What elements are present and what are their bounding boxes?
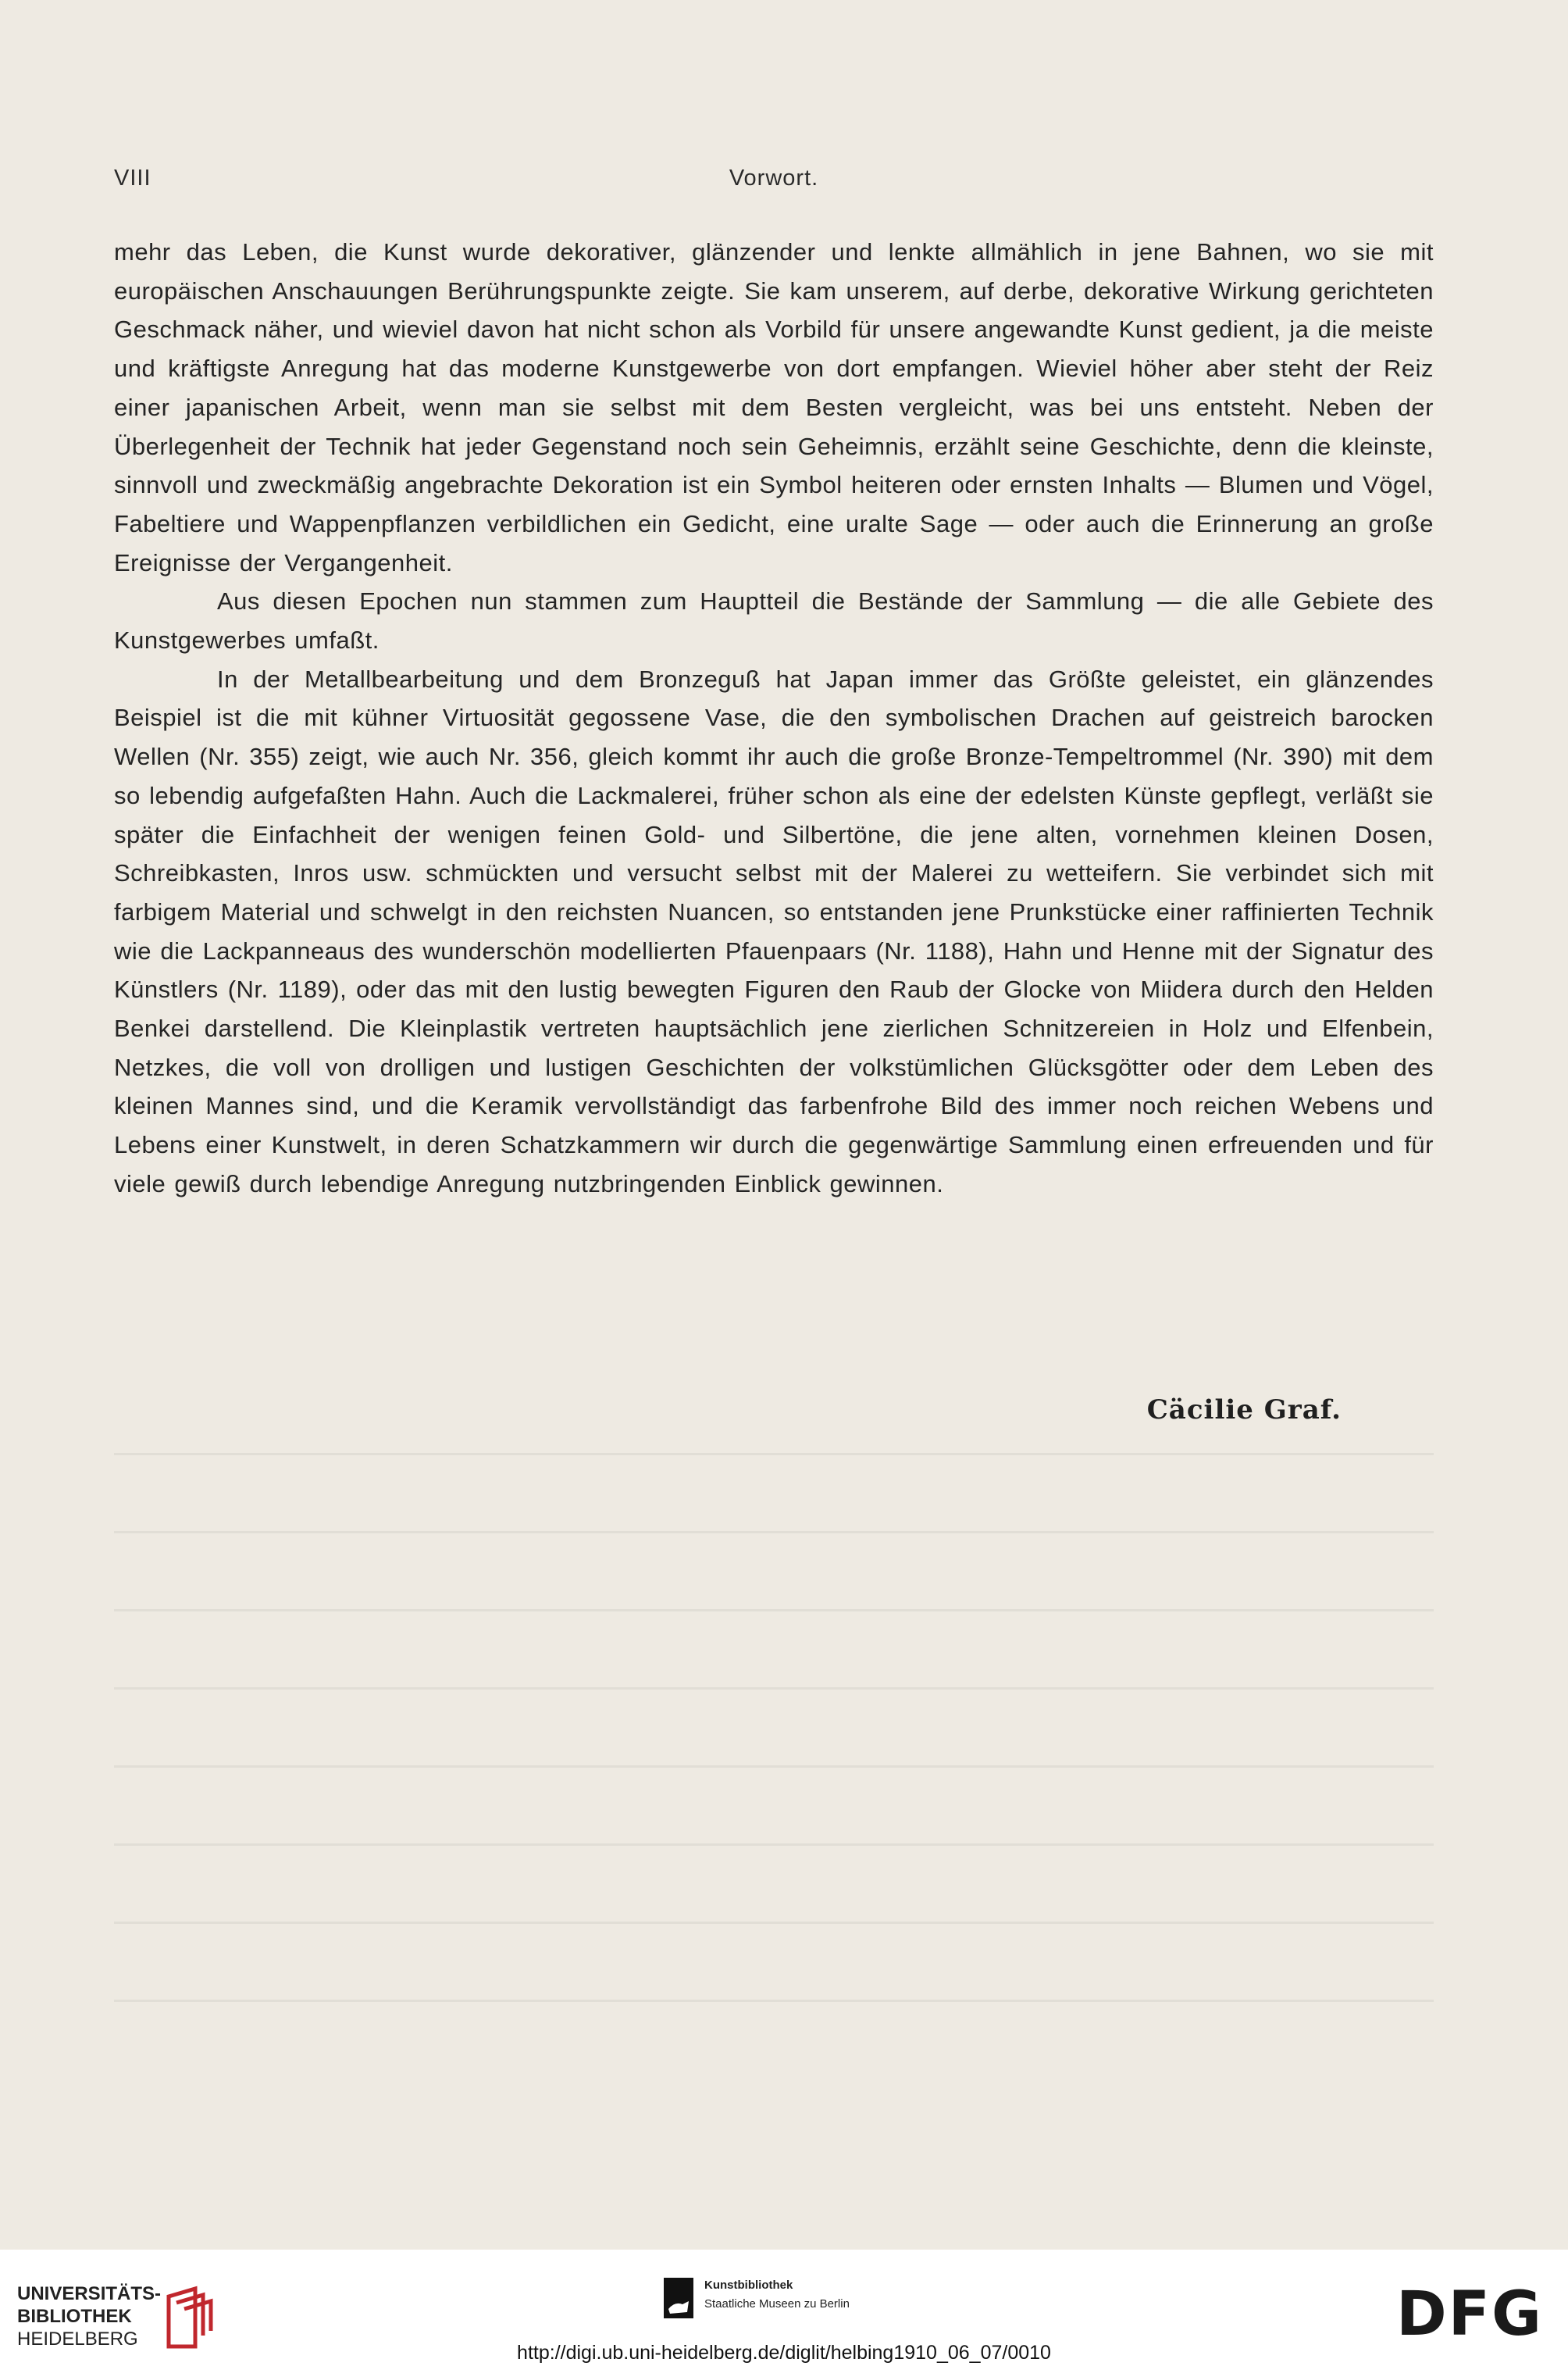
library-name-line: HEIDELBERG <box>17 2329 138 2350</box>
partner-name: Kunstbibliothek <box>704 2279 793 2292</box>
running-head <box>114 166 1434 200</box>
footer-bar <box>0 2250 1568 2366</box>
dfg-logo[interactable]: DFG <box>1395 2279 1543 2350</box>
kunstbibliothek-label <box>704 2276 850 2314</box>
page-number: VIII <box>114 166 151 191</box>
author-signature: Cäcilie Graf. <box>1146 1394 1342 1426</box>
show-through-line <box>114 2000 1434 2002</box>
body-text <box>114 233 1434 1204</box>
show-through-line <box>114 1687 1434 1690</box>
show-through-line <box>114 1922 1434 1924</box>
library-name-line: BIBLIOTHEK <box>17 2306 132 2327</box>
partner-subtitle: Staatliche Museen zu Berlin <box>704 2297 850 2311</box>
running-title: Vorwort. <box>729 166 819 191</box>
paragraph-metalwork: In der Metallbearbeitung und dem Bronzeguß hat Japan immer das Größte geleistet, ein glänzendes Beispiel ist die mit kühner Virtuosität gegossene Vase, die den symbolischen Drachen auf geistreich barocken Wellen (Nr. 355) zeigt, wie auch Nr. 356, gleich kommt ihr auch die große Bronze-Tempeltrommel (Nr. 390) mit dem so lebendig aufgefaßten Hahn. Auch die Lackmalerei, früher schon als eine der edelsten Künste gepflegt, verläßt sie später die Einfachheit der wenigen feinen Gold- und Silbertöne, die jene alten, vornehmen kleinen Dosen, Schreibkasten, Inros usw. schmückten und versucht selbst mit der Malerei zu wetteifern. Sie verbindet sich mit farbigem Material und schwelgt in den reichsten Nuancen, so entstanden jene Prunkstücke einer raffinierten Technik wie die Lackpanneaus des wunderschön modellierten Pfauenpaars (Nr. 1188), Hahn und Henne mit der Signatur des Künstlers (Nr. 1189), oder das mit den lustig bewegten Figuren den Raub der Glocke von Miidera durch den Helden Benkei darstellend. Die Kleinplastik vertreten hauptsächlich jene zierlichen Schnitzereien in Holz und Elfenbein, Netzkes, die voll von drolligen und lustigen Geschichten der volkstümlichen Glücksgötter oder dem Leben des kleinen Mannes sind, und die Keramik vervollständigt das farbenfrohe Bild des immer noch reichen Webens und Lebens einer Kunstwelt, in deren Schatzkammern wir durch die gegenwärtige Sammlung einen erfreuenden und für viele gewiß durch lebendige Anregung nutzbringenden Einblick gewinnen. <box>114 665 1434 1197</box>
kunstbibliothek-icon <box>664 2278 693 2318</box>
show-through-line <box>114 1843 1434 1846</box>
library-name-line: UNIVERSITÄTS- <box>17 2283 162 2304</box>
library-name <box>17 2282 161 2350</box>
paragraph-collection-scope: Aus diesen Epochen nun stammen zum Hauptteil die Bestände der Sammlung — die alle Gebiete des Kunstgewerbes umfaßt. <box>114 587 1434 655</box>
show-through-line <box>114 1453 1434 1455</box>
source-url-link[interactable]: http://digi.ub.uni-heidelberg.de/diglit/helbing1910_06_07/0010 <box>517 2342 1051 2364</box>
kunstbibliothek-logo[interactable] <box>664 2271 914 2326</box>
show-through-line <box>114 1765 1434 1768</box>
show-through-line <box>114 1531 1434 1533</box>
paragraph-continuation: mehr das Leben, die Kunst wurde dekorativer, glänzender und lenkte allmählich in jene Bahnen, wo sie mit europäischen Anschauungen Berührungspunkte zeigte. Sie kam unserem, auf derbe, dekorative Wirkung gerichteten Geschmack näher, und wieviel davon hat nicht schon als Vorbild für unsere angewandte Kunst gedient, ja die meiste und kräftigste Anregung hat das moderne Kunstgewerbe von dort empfangen. Wieviel höher aber steht der Reiz einer japanischen Arbeit, wenn man sie selbst mit dem Besten vergleicht, was bei uns entsteht. Neben der Überlegenheit der Technik hat jeder Gegenstand noch sein Geheimnis, erzählt seine Geschichte, denn die kleinste, sinnvoll und zweckmäßig angebrachte Dekoration ist ein Symbol heiteren oder ernsten Inhalts — Blumen und Vögel, Fabeltiere und Wappenpflanzen verbildlichen ein Gedicht, eine uralte Sage — oder auch die Erinnerung an große Ereignisse der Vergangenheit. <box>114 238 1434 576</box>
show-through-line <box>114 1609 1434 1611</box>
library-emblem-icon <box>161 2286 226 2350</box>
